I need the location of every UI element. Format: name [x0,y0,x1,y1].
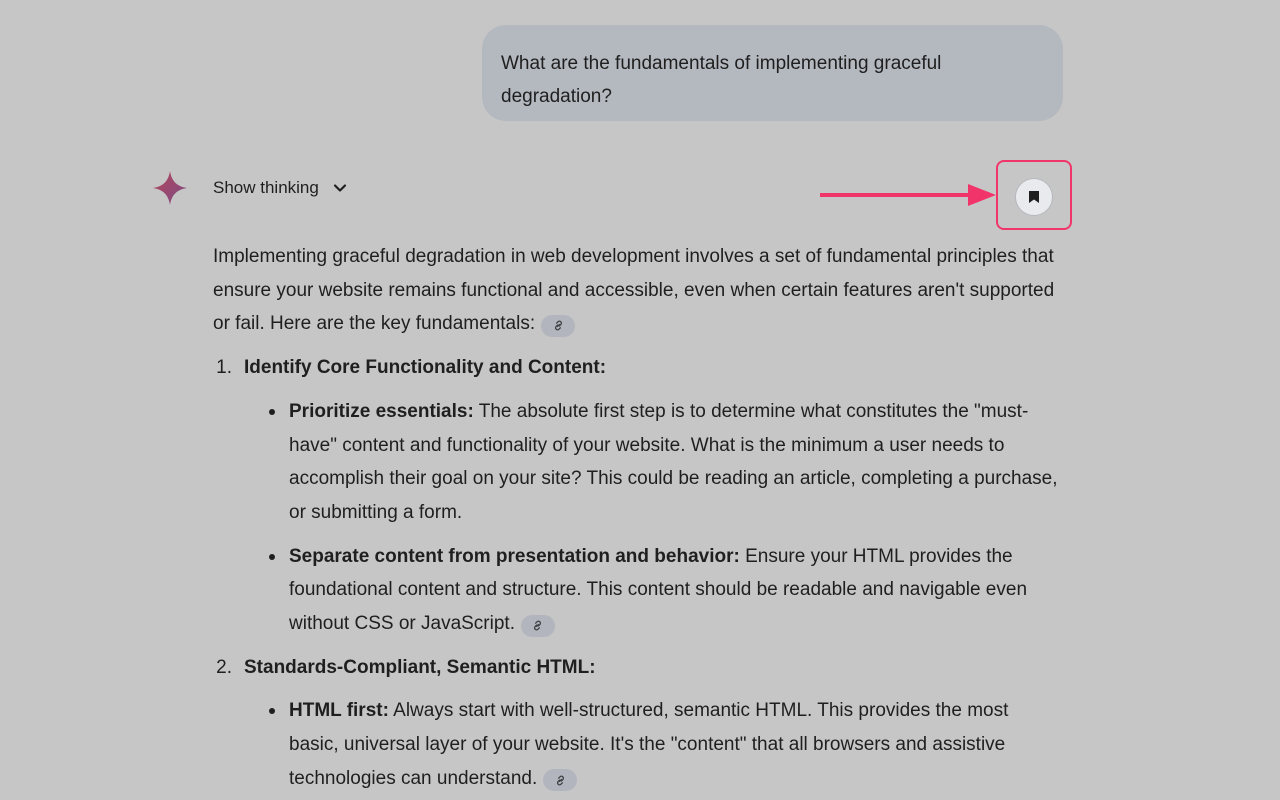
chevron-down-icon [331,179,349,197]
list-item-2 [213,651,1063,796]
list-number: 1. [216,357,232,379]
bullet-text: Ensure your HTML provides the foundational content and structure. This content should be readable and navigable even without CSS or JavaScript. [289,545,1028,635]
user-message-bubble [482,25,1063,121]
user-message-text: What are the fundamentals of implementing graceful degradation? [501,53,942,107]
sub-list [289,694,1063,795]
sub-list [289,395,1063,641]
bookmark-icon [1028,190,1040,204]
response-intro [213,240,1063,341]
list-item [289,395,1063,530]
annotation-arrow [818,184,998,208]
bullet-text: Always start with well-structured, semantic HTML. This provides the most basic, universal layer of your website. It's the "content" that all browsers and assistive technologies can understand. [289,700,1009,789]
section-title: Identify Core Functionality and Content: [244,357,607,379]
bullet-lead: HTML first: [289,700,389,722]
show-thinking-label: Show thinking [213,178,319,197]
bullet-text: The absolute first step is to determine what constitutes the "must-have" content and functionality of your website. What is the minimum a user needs to accomplish their goal on your site? This could be reading an article, completing a purchase, or submitting a form. [289,400,1058,523]
bullet-lead: Prioritize essentials: [289,400,474,422]
list-item-1 [213,351,1063,641]
section-title: Standards-Compliant, Semantic HTML: [244,656,596,678]
link-icon [552,319,565,332]
source-link-chip[interactable] [521,615,555,637]
list-number: 2. [216,656,232,678]
list-item [289,694,1063,795]
show-thinking-toggle[interactable] [213,176,349,200]
source-link-chip[interactable] [543,769,577,791]
bullet-lead: Separate content from presentation and behavior: [289,545,740,567]
list-item [289,540,1063,641]
response-intro-text: Implementing graceful degradation in web development involves a set of fundamental principles that ensure your website remains functional and accessible, even when certain features aren't supported or fail. Here are the key fundamentals: [213,246,1055,335]
link-icon [554,774,567,787]
bookmark-button[interactable] [1015,178,1053,216]
source-link-chip[interactable] [541,315,575,337]
link-icon [531,619,544,632]
response-body [213,240,1063,800]
gemini-spark-icon [152,170,188,206]
fundamentals-list [213,351,1063,795]
